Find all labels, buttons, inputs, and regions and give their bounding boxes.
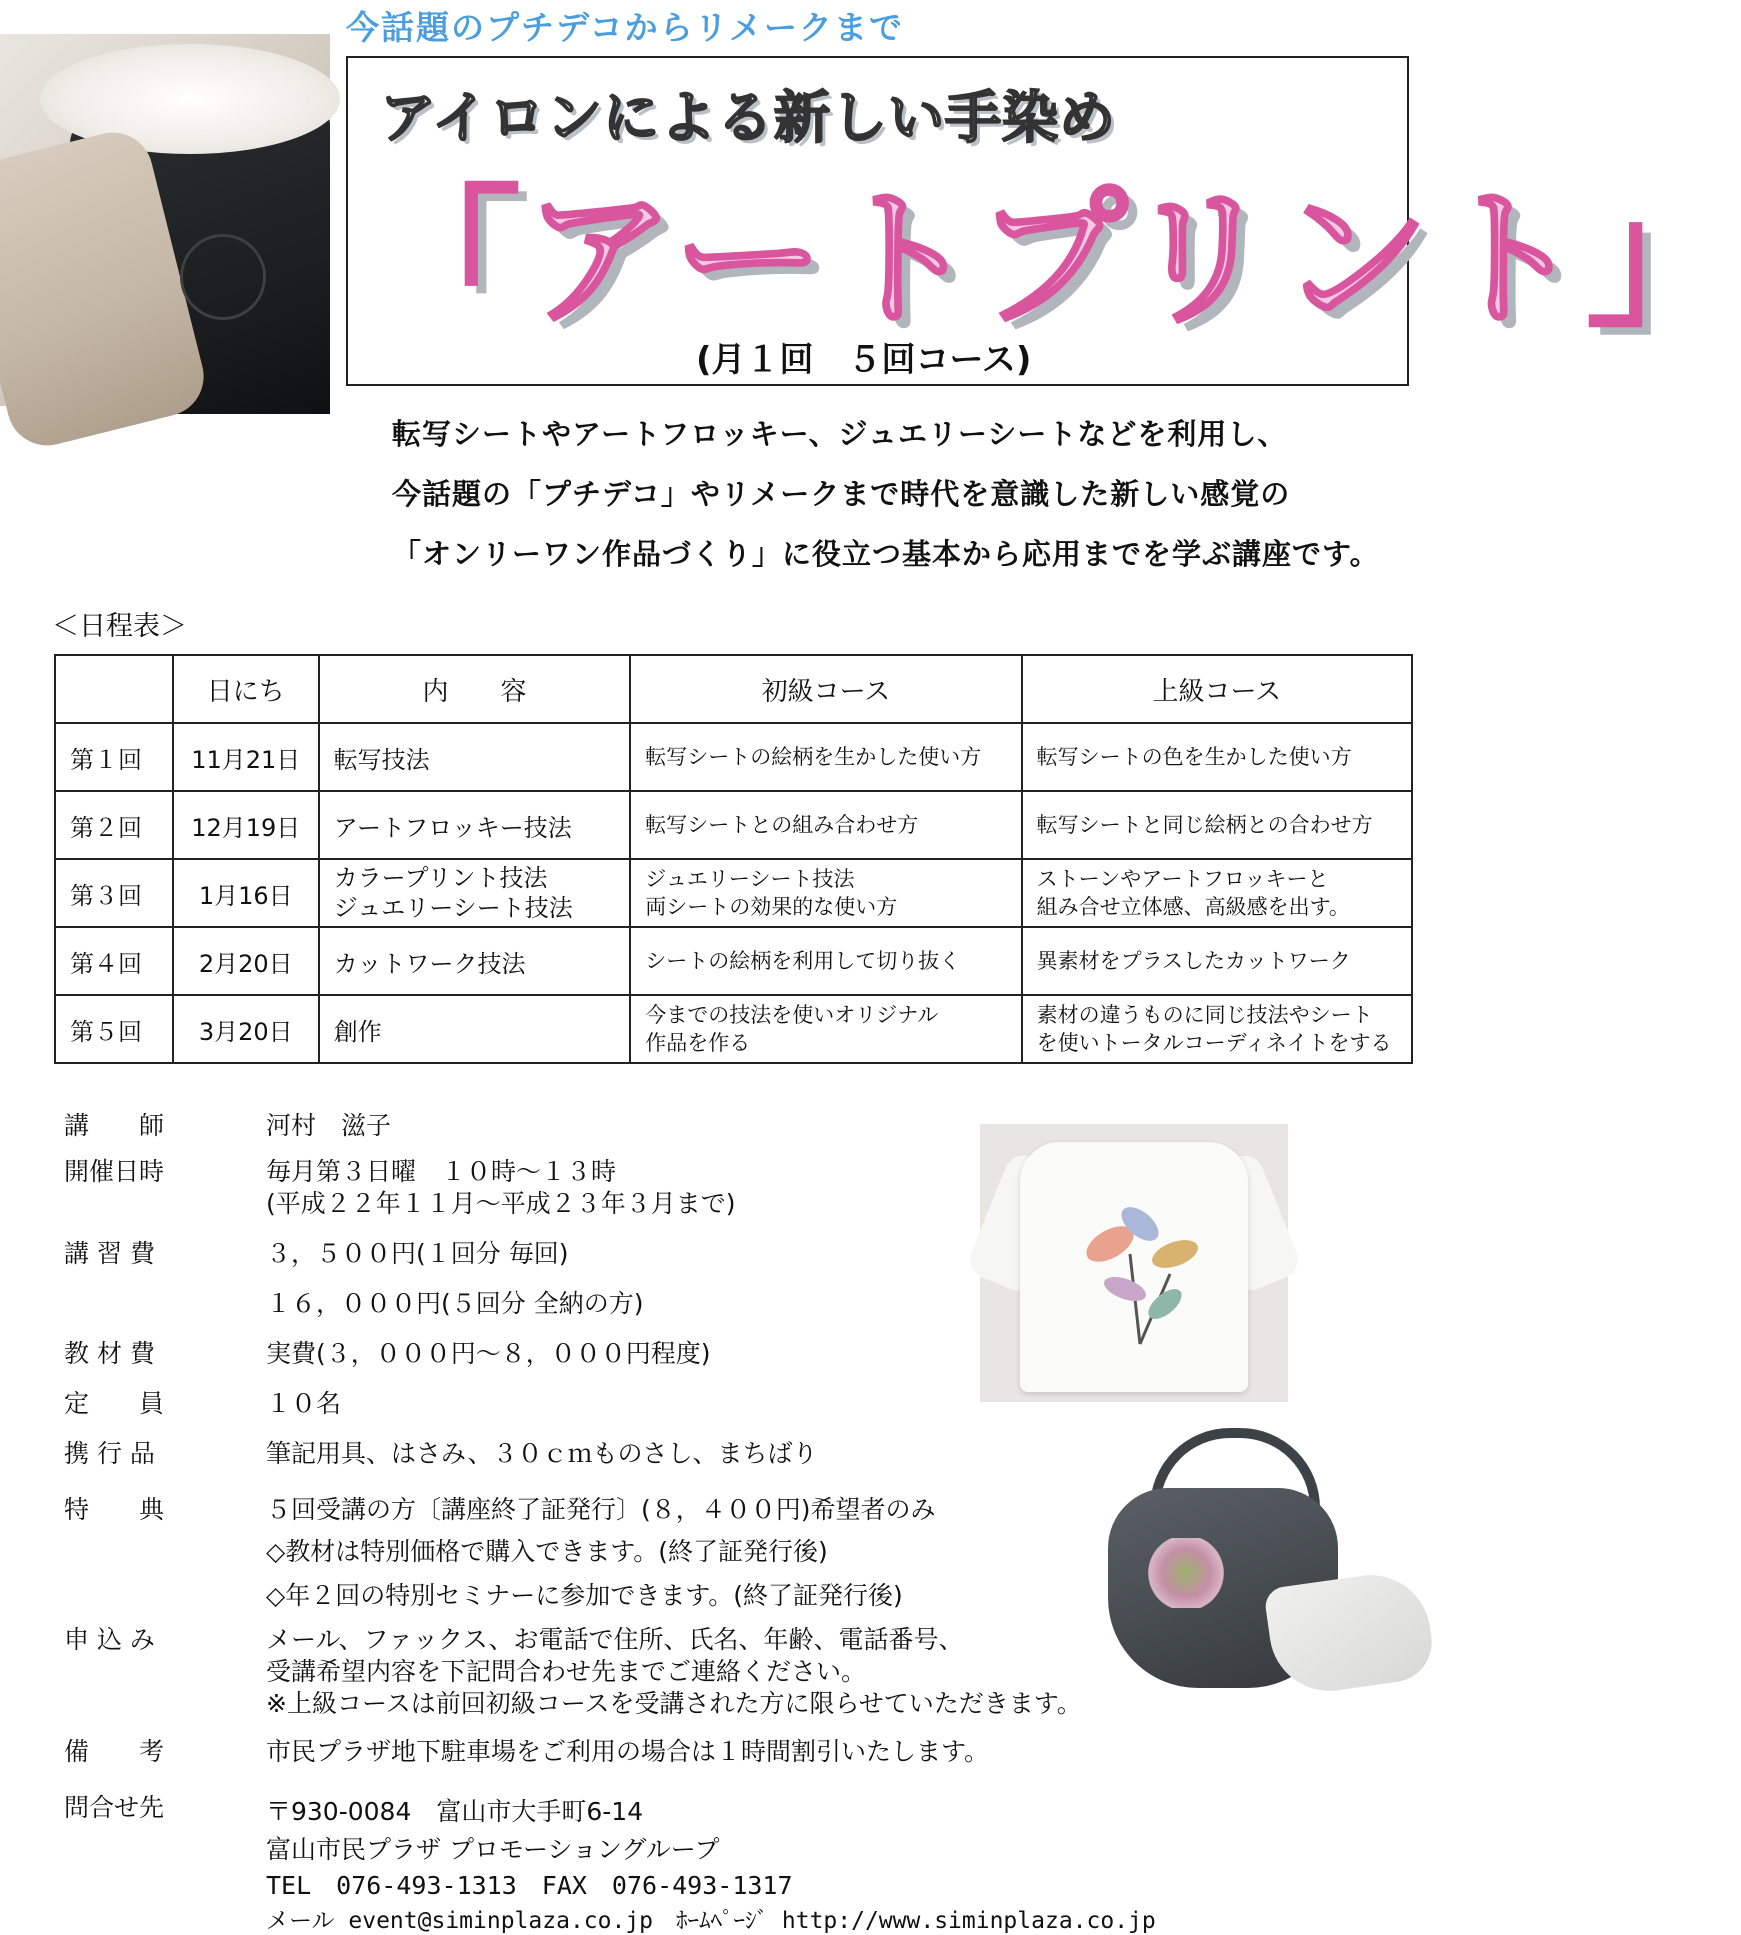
date-value-2: (平成２２年１１月～平成２３年３月まで) xyxy=(266,1189,736,1218)
scarf-photo xyxy=(0,34,330,406)
beginner-course: シートの絵柄を利用して切り抜く xyxy=(630,927,1021,995)
session-content xyxy=(319,859,631,927)
perks-value-3: ◇年２回の特別セミナーに参加できます。(終了証発行後) xyxy=(266,1581,903,1610)
main-title: 「アートプリント」 xyxy=(370,173,1741,347)
header-date: 日にち xyxy=(173,655,319,723)
fee-value-2: １６，０００円(５回分 全納の方) xyxy=(266,1289,644,1318)
beginner-course xyxy=(630,859,1021,927)
bring-label: 携 行 品 xyxy=(64,1439,155,1468)
beginner-line: 両シートの効果的な使い方 xyxy=(645,895,898,919)
session-date: 11月21日 xyxy=(173,723,319,791)
bring-value: 筆記用具、はさみ、３０ｃｍものさし、まちばり xyxy=(266,1439,818,1468)
contact-label: 問合せ先 xyxy=(64,1793,165,1822)
material-value: 実費(３，０００円～８，０００円程度) xyxy=(266,1339,711,1368)
subtitle: アイロンによる新しい手染め xyxy=(380,86,1116,151)
advanced-course xyxy=(1022,859,1412,927)
session-date: 1月16日 xyxy=(173,859,319,927)
session-date: 12月19日 xyxy=(173,791,319,859)
header-cell xyxy=(55,655,173,723)
table-row xyxy=(55,995,1412,1063)
session-content: アートフロッキー技法 xyxy=(319,791,631,859)
beginner-line: ジュエリーシート技法 xyxy=(645,867,855,891)
advanced-line: 素材の違うものに同じ技法やシート xyxy=(1036,1003,1373,1027)
intro-line-1: 転写シートやアートフロッキー、ジュエリーシートなどを利用し、 xyxy=(392,417,1288,451)
bag-photo xyxy=(1090,1428,1430,1698)
advanced-course: 異素材をプラスしたカットワーク xyxy=(1022,927,1412,995)
session-content: 転写技法 xyxy=(319,723,631,791)
session-number: 第５回 xyxy=(55,995,173,1063)
schedule-title: ＜日程表＞ xyxy=(52,611,187,642)
session-content: 創作 xyxy=(319,995,631,1063)
instructor-label: 講 師 xyxy=(64,1111,165,1140)
header-beginner: 初級コース xyxy=(630,655,1021,723)
apply-label: 申 込 み xyxy=(64,1625,155,1654)
session-number: 第２回 xyxy=(55,791,173,859)
contact-organization: 富山市民プラザ プロモーショングループ xyxy=(266,1835,720,1864)
beginner-course xyxy=(630,995,1021,1063)
table-row xyxy=(55,859,1412,927)
material-label: 教 材 費 xyxy=(64,1339,155,1368)
capacity-label: 定 員 xyxy=(64,1389,165,1418)
flower-print-art xyxy=(1070,1184,1210,1344)
session-number: 第１回 xyxy=(55,723,173,791)
contact-address: 〒930-0084 富山市大手町6-14 xyxy=(266,1797,644,1826)
intro-line-2: 今話題の「プチデコ」やリメークまで時代を意識した新しい感覚の xyxy=(392,477,1291,511)
table-row xyxy=(55,791,1412,859)
apply-value-2: 受講希望内容を下記問合わせ先までご連絡ください。 xyxy=(266,1657,867,1686)
content-line: カラープリント技法 xyxy=(333,864,548,892)
table-row xyxy=(55,723,1412,791)
capacity-value: １０名 xyxy=(266,1389,342,1418)
session-date: 3月20日 xyxy=(173,995,319,1063)
session-number: 第３回 xyxy=(55,859,173,927)
table-row xyxy=(55,927,1412,995)
date-value-1: 毎月第３日曜 １０時～１３時 xyxy=(266,1157,617,1186)
session-date: 2月20日 xyxy=(173,927,319,995)
advanced-course: 転写シートと同じ絵柄との合わせ方 xyxy=(1022,791,1412,859)
session-number: 第４回 xyxy=(55,927,173,995)
header-advanced: 上級コース xyxy=(1022,655,1412,723)
course-note: (月１回 ５回コース) xyxy=(696,340,1032,380)
beginner-line: 今までの技法を使いオリジナル xyxy=(645,1003,939,1027)
advanced-course xyxy=(1022,995,1412,1063)
advanced-line: を使いトータルコーディネイトをする xyxy=(1036,1031,1392,1055)
date-label: 開催日時 xyxy=(64,1157,165,1186)
apply-value-3: ※上級コースは前回初級コースを受講された方に限らせていただきます。 xyxy=(266,1689,1082,1718)
advanced-line: ストーンやアートフロッキーと xyxy=(1036,867,1329,891)
perks-label: 特 典 xyxy=(64,1495,165,1524)
tagline: 今話題のプチデコからリメークまで xyxy=(346,8,905,47)
schedule-table xyxy=(54,654,1413,1064)
table-header-row xyxy=(55,655,1412,723)
beginner-course: 転写シートとの組み合わせ方 xyxy=(630,791,1021,859)
fee-value-1: ３，５００円(１回分 毎回) xyxy=(266,1239,569,1268)
apply-value-1: メール、ファックス、お電話で住所、氏名、年齢、電話番号、 xyxy=(266,1625,964,1654)
tshirt-photo xyxy=(980,1124,1288,1402)
contact-phone-fax: TEL 076-493-1313 FAX 076-493-1317 xyxy=(266,1871,793,1900)
intro-line-3: 「オンリーワン作品づくり」に役立つ基本から応用までを学ぶ講座です。 xyxy=(392,537,1380,571)
advanced-line: 組み合せ立体感、高級感を出す。 xyxy=(1036,895,1350,919)
advanced-course: 転写シートの色を生かした使い方 xyxy=(1022,723,1412,791)
fee-label: 講 習 費 xyxy=(64,1239,155,1268)
notes-label: 備 考 xyxy=(64,1737,165,1766)
perks-value-1: ５回受講の方〔講座終了証発行〕(８，４００円)希望者のみ xyxy=(266,1495,936,1524)
instructor-value: 河村 滋子 xyxy=(266,1111,392,1140)
notes-value: 市民プラザ地下駐車場をご利用の場合は１時間割引いたします。 xyxy=(266,1737,990,1766)
beginner-course: 転写シートの絵柄を生かした使い方 xyxy=(630,723,1021,791)
content-line: ジュエリーシート技法 xyxy=(333,894,573,922)
contact-email-web: メール event@siminplaza.co.jp ﾎｰﾑﾍﾟｰｼﾞ http://www.siminplaza.co.jp xyxy=(266,1908,1156,1934)
perks-value-2: ◇教材は特別価格で購入できます。(終了証発行後) xyxy=(266,1537,828,1566)
header-content: 内 容 xyxy=(319,655,631,723)
session-content: カットワーク技法 xyxy=(319,927,631,995)
beginner-line: 作品を作る xyxy=(645,1031,751,1055)
